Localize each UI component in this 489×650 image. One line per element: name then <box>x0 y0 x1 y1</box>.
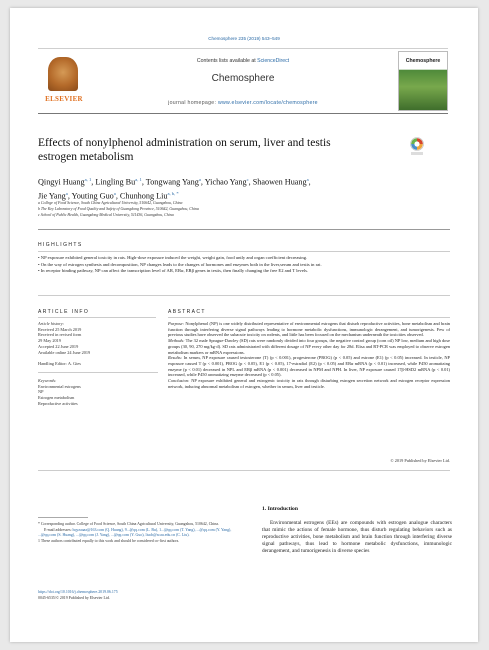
paper-page <box>10 8 478 642</box>
introduction-body <box>262 520 452 555</box>
sciencedirect-link[interactable]: ScienceDirect <box>257 58 290 64</box>
keyword-item: Environmental estrogens <box>38 383 81 389</box>
elsevier-wordmark: ELSEVIER <box>45 95 83 103</box>
author-affiliation-marker[interactable]: a <box>198 177 201 182</box>
author-name[interactable]: Jie Yang <box>38 191 66 201</box>
introduction-text: Environmental estrogens (EEs) are compounds with estrogen analogue characters that mimic the actions of female hormone, thus disturb regulating behaviors such as reproductive activities, bone metabolism and brain function through interfering diverse signal pathways, thus lead to hormone metabolic dysfunctions, immunologic derangement, and tumorigenesis in diverse species <box>262 520 452 555</box>
author-affiliation-marker[interactable]: a, 1 <box>84 177 92 182</box>
article-info-panel <box>38 321 158 406</box>
article-title <box>38 136 378 164</box>
doi-link[interactable]: https://doi.org/10.1016/j.chemosphere.2019.06.175 <box>38 590 118 594</box>
author-affiliation-marker[interactable]: a <box>306 177 309 182</box>
author-affiliation-marker[interactable]: c <box>246 177 249 182</box>
elsevier-tree-emblem <box>48 57 78 91</box>
author-name[interactable]: Qingyi Huang <box>38 177 85 187</box>
divider <box>38 372 158 373</box>
divider <box>38 295 450 296</box>
elsevier-logo <box>40 55 88 107</box>
history-item: Received 25 March 2019 <box>38 326 82 332</box>
copyright-notice: © 2019 Published by Elsevier Ltd. <box>390 458 450 463</box>
cover-title: Chemosphere <box>405 58 441 64</box>
highlight-item: • On the way of estrogen synthesis and decomposition, NP changes leads to the changes of hormones and enzymes both in the liver,serum and testis in rat. <box>38 261 322 267</box>
affiliation-item: a College of Food Science, South China Agricultural University, 510642, Guangzhou, China <box>38 201 183 205</box>
journal-homepage-link[interactable]: www.elsevier.com/locate/chemosphere <box>217 100 318 106</box>
journal-header <box>38 48 448 114</box>
results-label: Results: <box>168 355 183 361</box>
crossmark-icon[interactable] <box>408 136 426 158</box>
purpose-text: Nonylphenol (NP) is one widely distributed representative of environmental estrogens that disturb reproductive activities, bone metabolism and brain function through interfering diverse signal pathways leading to hormone metabolic dysfunctions, immunologic derangement, and tumorigenesis. Few of previous studies have observed the subacute toxicity on rodents, and little has been focused on the mechanism underneath the toxicities observed. <box>168 321 450 338</box>
author-name[interactable]: Shaowen Huang <box>252 177 307 187</box>
author-name[interactable]: Yichao Yang <box>204 177 247 187</box>
author-affiliation-marker[interactable]: a <box>113 190 116 196</box>
author-affiliation-marker[interactable]: a, 1 <box>135 177 142 182</box>
article-title-line-2: estrogen metabolism <box>38 151 134 163</box>
author-name[interactable]: Tongwang Yang <box>145 177 199 187</box>
author-name[interactable]: Lingling Bu <box>95 177 136 187</box>
keyword-item: Reproductive activities <box>38 400 78 406</box>
contents-prefix: Contents lists available at <box>196 58 258 64</box>
footnote-divider <box>38 517 88 518</box>
email-label: E-mail addresses: <box>44 527 73 532</box>
footnotes <box>38 522 243 544</box>
handling-editor: Handling Editor: A. Gies <box>38 361 81 367</box>
corresponding-author-note: * Corresponding author. College of Food Science, South China Agricultural University, Guangzhou, 510642, China. <box>38 522 219 526</box>
highlights-list <box>38 255 450 275</box>
divider <box>38 470 450 471</box>
keyword-item: Estrogen metabolism <box>38 395 75 401</box>
abstract-conclusion <box>168 378 450 389</box>
divider <box>38 251 450 252</box>
introduction-heading: 1. Introduction <box>262 506 298 512</box>
contents-available-line <box>98 58 388 64</box>
homepage-prefix: journal homepage: <box>168 100 218 106</box>
email-note <box>38 528 243 539</box>
history-item: Available online 24 June 2019 <box>38 349 91 355</box>
methods-label: Methods: <box>168 338 185 344</box>
keyword-item: NP <box>38 389 44 395</box>
conclusion-text: NP exposure exhibited general and estrogenic toxicity in rats through disturbing estrogen secretion network and estrogen receptor expression network, inducing abnormal metabolism of estrogen, whether in serum, liver and testicle. <box>168 378 450 389</box>
issn-line: 0045-6535/© 2019 Published by Elsevier Ltd. <box>38 595 110 600</box>
results-text: In serum, NP exposure caused testosterone (T) (p < 0.001), progesterone (PROG) (p < 0.05) and estrone (E1) (p < 0.05) increased. In testicle, NP exposure caused T (p < 0.001), PROG (p < 0.05), E1 (p < 0.05), 17-estradiol (E2) (p < 0.05) and ERα mRNA (p < 0.01) increased, while P450 aromatizing enzyme (p < 0.01) decreased in NPL and ERβ mRNA (p < 0.001) decreased in NPM and NPH. In liver, NP exposure caused 17β-HSD2 mRNA (p < 0.01) increased, while P450 aromatizing enzyme decreased (p < 0.05). <box>168 355 450 378</box>
footer-identifiers <box>38 590 248 601</box>
journal-reference-link[interactable]: Chemosphere 235 (2019) 543–549 <box>208 36 280 41</box>
author-line-1: Qingyi Huang$^{a, 1}$, Lingling Bu$^{a, 1}$, Tongwang Yang$^a$, Yichao Yang$^c$, Shaowen Huang$^a$, <box>38 177 311 187</box>
author-name[interactable]: Youting Guo <box>71 191 114 201</box>
abstract-methods <box>168 338 450 355</box>
abstract-body <box>168 321 450 389</box>
methods-text: The 32 male Sprague-Dawley (SD) rats were randomly divided into four groups, the negative control group (corn oil) NP low, medium and high dose groups (30, 90, 270 mg/kg·d). SD rats administrated with different dosage of NP every other day for 28d. Elisa and RT-PCR was employed to observe estrogen metabolism markers or mRNA expressions. <box>168 338 450 355</box>
email-links[interactable]: hqyzaaaa@163.com (Q. Huang), 9...@qq.com (L. Bu), 1...@qq.com (T. Yang), ...@qq.com (Y. Yang), ...@qq.com (S. Huang), ...@qq.com (J. Yang), ...@qq.com (Y. Guo), liuch@scau.edu.cn (C. Liu). <box>38 527 232 538</box>
highlight-text: In receptor binding pathway, NP can affect the transcription level of AR, ERα, ERβ genes in testis, then finally changing the free E2 and T levels. <box>40 268 309 274</box>
journal-name: Chemosphere <box>211 73 275 84</box>
abstract-results <box>168 355 450 378</box>
affiliation-item: c School of Public Health, Guangdong Medical University, 511436, Guangzhou, China <box>38 213 174 217</box>
divider <box>38 229 450 230</box>
article-info-heading: ARTICLE INFO <box>38 309 90 315</box>
highlights-heading: HIGHLIGHTS <box>38 242 83 248</box>
highlight-item: • NP exposure exhibited general toxicity in rats. High-dose exposure induced the weight, weight gain, food untly and organ coefficient decreasing. <box>38 255 308 260</box>
highlight-item: • In receptor binding pathway, NP can affect the transcription level of AR, ERα, ERβ genes in testis, then finally changing the free E2 and T levels. <box>38 268 309 274</box>
author-affiliation-marker[interactable]: a, b, * <box>167 190 179 196</box>
divider <box>168 317 450 318</box>
keywords-label: Keywords: <box>38 377 57 383</box>
divider <box>38 317 156 318</box>
affiliation-item: b The Key Laboratory of Food Quality and Safety of Guangdong Province, 510642, Guangzhou, China <box>38 207 199 211</box>
equal-contribution-note: 1 These authors contributed equally to this work and should be considered co-first authors. <box>38 538 180 543</box>
author-line-2: Jie Yang$^a$, Youting Guo$^a$, Chunhong Liu$^{a, b, *}$ <box>38 190 179 201</box>
history-item: Received in revised form <box>38 332 82 338</box>
author-name[interactable]: Chunhong Liu <box>119 191 168 201</box>
journal-homepage-line <box>98 100 388 106</box>
journal-cover-thumbnail[interactable] <box>398 51 448 111</box>
history-item: Accepted 22 June 2019 <box>38 343 79 349</box>
author-affiliation-marker[interactable]: a <box>65 190 68 196</box>
affiliations <box>38 200 438 218</box>
article-title-line-1: Effects of nonylphenol administration on serum, liver and testis <box>38 137 331 149</box>
highlight-text: NP exposure exhibited general toxicity in rats. High-dose exposure induced the weight, weight gain, food untly and organ coefficient decreasing. <box>40 255 308 260</box>
highlight-text: On the way of estrogen synthesis and decomposition, NP changes leads to the changes of hormones and enzymes both in the liver,serum and testis in rat. <box>40 261 322 267</box>
author-list <box>38 174 438 201</box>
purpose-label: Purpose: <box>168 321 185 326</box>
abstract-heading: ABSTRACT <box>168 309 206 315</box>
conclusion-label: Conclusion: <box>168 378 190 384</box>
article-history-label: Article history: <box>38 321 65 326</box>
abstract-purpose <box>168 321 450 338</box>
history-item: 29 May 2019 <box>38 338 61 344</box>
